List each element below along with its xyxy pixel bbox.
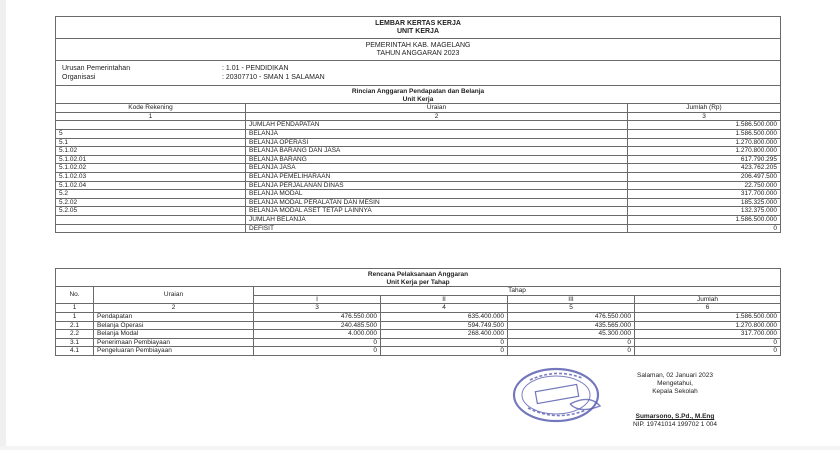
- cell-kode: [56, 121, 246, 130]
- rincian-title: [56, 86, 781, 104]
- cell-jumlah: 1.270.800.000: [635, 321, 781, 330]
- bottom-frame: [0, 446, 840, 450]
- cell-uraian: BELANJA MODAL ASET TETAP LAINNYA: [246, 207, 628, 216]
- table-row: [56, 129, 781, 138]
- cell-kode: 5.2.02: [56, 198, 246, 207]
- cell-t3: 0: [508, 347, 635, 356]
- table-row: [56, 181, 781, 190]
- cell-kode: [56, 224, 246, 233]
- cell-jumlah: 0: [628, 224, 781, 233]
- urusan-value: : 1.01 - PENDIDIKAN: [222, 65, 289, 72]
- col-tahap-iii: III: [508, 295, 635, 304]
- cell-uraian: Pendapatan: [94, 312, 254, 321]
- rincian-title-line1: Rincian Anggaran Pendapatan dan Belanja: [351, 88, 485, 95]
- cell-t2: 0: [381, 338, 508, 347]
- cell-no: 2.2: [56, 330, 94, 339]
- cell-jumlah: 185.325.000: [628, 198, 781, 207]
- col-number: 2: [94, 304, 254, 313]
- cell-uraian: BELANJA BARANG: [246, 155, 628, 164]
- cell-uraian: BELANJA OPERASI: [246, 138, 628, 147]
- left-frame: [0, 0, 6, 450]
- cell-t3: 45.300.000: [508, 330, 635, 339]
- cell-uraian: BELANJA PEMELIHARAAN: [246, 172, 628, 181]
- table-row: [56, 312, 781, 321]
- cell-t3: 0: [508, 338, 635, 347]
- cell-t3: 435.565.000: [508, 321, 635, 330]
- table-row: [56, 321, 781, 330]
- cell-uraian: JUMLAH PENDAPATAN: [246, 121, 628, 130]
- cell-no: 1: [56, 312, 94, 321]
- info-block: [56, 61, 781, 86]
- cell-jumlah: 1.586.500.000: [635, 312, 781, 321]
- cell-uraian: BELANJA: [246, 129, 628, 138]
- rincian-title-line2: Unit Kerja: [402, 95, 434, 103]
- cell-jumlah: 22.750.000: [628, 181, 781, 190]
- table-row: [56, 215, 781, 224]
- cell-kode: 5.1.02.04: [56, 181, 246, 190]
- cell-jumlah: 423.762.205: [628, 164, 781, 173]
- cell-kode: 5.1: [56, 138, 246, 147]
- signature-line2: Kepala Sekolah: [652, 388, 698, 395]
- table-row: [56, 338, 781, 347]
- cell-uraian: Belanja Operasi: [94, 321, 254, 330]
- cell-t3: 476.550.000: [508, 312, 635, 321]
- cell-kode: [56, 215, 246, 224]
- table-row: [56, 172, 781, 181]
- doc-title: [56, 17, 781, 39]
- cell-no: 2.1: [56, 321, 94, 330]
- cell-jumlah: 1.586.500.000: [628, 129, 781, 138]
- rencana-table: [55, 268, 781, 356]
- cell-jumlah: 617.790.295: [628, 155, 781, 164]
- signer-name: Sumarsono, S.Pd., M.Eng: [635, 413, 715, 420]
- cell-kode: 5.1.02.03: [56, 172, 246, 181]
- col-number: 5: [508, 304, 635, 313]
- rencana-title-line1: Rencana Pelaksanaan Anggaran: [367, 271, 469, 278]
- cell-jumlah: 317.700.000: [635, 330, 781, 339]
- cell-t1: 0: [254, 338, 381, 347]
- cell-kode: 5: [56, 129, 246, 138]
- cell-jumlah: 0: [635, 338, 781, 347]
- signature-block: [575, 372, 775, 429]
- cell-uraian: BELANJA JASA: [246, 164, 628, 173]
- col-number: 4: [381, 304, 508, 313]
- cell-uraian: DEFISIT: [246, 224, 628, 233]
- cell-kode: 5.2.05: [56, 207, 246, 216]
- cell-kode: 5.2: [56, 190, 246, 199]
- col-number: 3: [628, 112, 781, 121]
- cell-jumlah: 0: [635, 347, 781, 356]
- document-sheet: [55, 16, 780, 441]
- table-row: [56, 347, 781, 356]
- fiscal-year: TAHUN ANGGARAN 2023: [376, 50, 460, 57]
- cell-kode: 5.1.02.02: [56, 164, 246, 173]
- col-number: 2: [246, 112, 628, 121]
- cell-t2: 268.400.000: [381, 330, 508, 339]
- cell-uraian: BELANJA PERJALANAN DINAS: [246, 181, 628, 190]
- gov-header: [56, 39, 781, 61]
- col-number: 6: [635, 304, 781, 313]
- cell-t1: 240.485.500: [254, 321, 381, 330]
- cell-uraian: BELANJA MODAL: [246, 190, 628, 199]
- cell-t1: 476.550.000: [254, 312, 381, 321]
- table-row: [56, 198, 781, 207]
- cell-t2: 594.749.500: [381, 321, 508, 330]
- table-row: [56, 155, 781, 164]
- col-tahap-ii: II: [381, 295, 508, 304]
- table-row: [56, 224, 781, 233]
- cell-uraian: Pengeluaran Pembiayaan: [94, 347, 254, 356]
- cell-uraian: BELANJA BARANG DAN JASA: [246, 147, 628, 156]
- col-kode-header: Kode Rekening: [56, 104, 246, 113]
- org-label: Organisasi: [62, 74, 96, 81]
- org-value: : 20307710 - SMAN 1 SALAMAN: [222, 74, 325, 81]
- col-jumlah-header: Jumlah: [635, 295, 781, 304]
- cell-t1: 0: [254, 347, 381, 356]
- cell-jumlah: 1.270.800.000: [628, 147, 781, 156]
- col-tahap-header: Tahap: [254, 287, 781, 296]
- cell-uraian: Penerimaan Pembiayaan: [94, 338, 254, 347]
- rencana-title-line2: Unit Kerja per Tahap: [386, 278, 450, 286]
- signer-nip: NIP. 19741014 199702 1 004: [632, 421, 718, 428]
- table-row: [56, 147, 781, 156]
- cell-jumlah: 317.700.000: [628, 190, 781, 199]
- col-no-header: No.: [56, 287, 94, 304]
- cell-kode: 5.1.02.01: [56, 155, 246, 164]
- doc-title-line2: UNIT KERJA: [397, 28, 440, 35]
- signature-place-date: Salaman, 02 Januari 2023: [637, 372, 713, 379]
- col-uraian-header: Uraian: [246, 104, 628, 113]
- col-tahap-i: I: [254, 295, 381, 304]
- table-row: [56, 164, 781, 173]
- col-number: 1: [56, 112, 246, 121]
- rencana-title: [56, 269, 781, 287]
- signature-line1: Mengetahui,: [657, 380, 693, 387]
- cell-no: 3.1: [56, 338, 94, 347]
- col-number: 1: [56, 304, 94, 313]
- cell-jumlah: 1.586.500.000: [628, 121, 781, 130]
- cell-jumlah: 1.586.500.000: [628, 215, 781, 224]
- rincian-table: [55, 16, 781, 233]
- table-row: [56, 190, 781, 199]
- col-number: 3: [254, 304, 381, 313]
- urusan-label: Urusan Pemerintahan: [62, 65, 131, 72]
- table-row: [56, 138, 781, 147]
- cell-kode: 5.1.02: [56, 147, 246, 156]
- col-jumlah-header: Jumlah (Rp): [628, 104, 781, 113]
- cell-jumlah: 132.375.000: [628, 207, 781, 216]
- cell-jumlah: 206.497.500: [628, 172, 781, 181]
- cell-t1: 4.000.000: [254, 330, 381, 339]
- table-row: [56, 330, 781, 339]
- table-row: [56, 207, 781, 216]
- cell-uraian: Belanja Modal: [94, 330, 254, 339]
- table-row: [56, 121, 781, 130]
- col-uraian-header: Uraian: [94, 287, 254, 304]
- cell-t2: 635.400.000: [381, 312, 508, 321]
- gov-name: PEMERINTAH KAB. MAGELANG: [365, 42, 471, 49]
- cell-uraian: BELANJA MODAL PERALATAN DAN MESIN: [246, 198, 628, 207]
- doc-title-line1: LEMBAR KERTAS KERJA: [375, 20, 461, 27]
- cell-no: 4.1: [56, 347, 94, 356]
- cell-t2: 0: [381, 347, 508, 356]
- cell-jumlah: 1.270.800.000: [628, 138, 781, 147]
- cell-uraian: JUMLAH BELANJA: [246, 215, 628, 224]
